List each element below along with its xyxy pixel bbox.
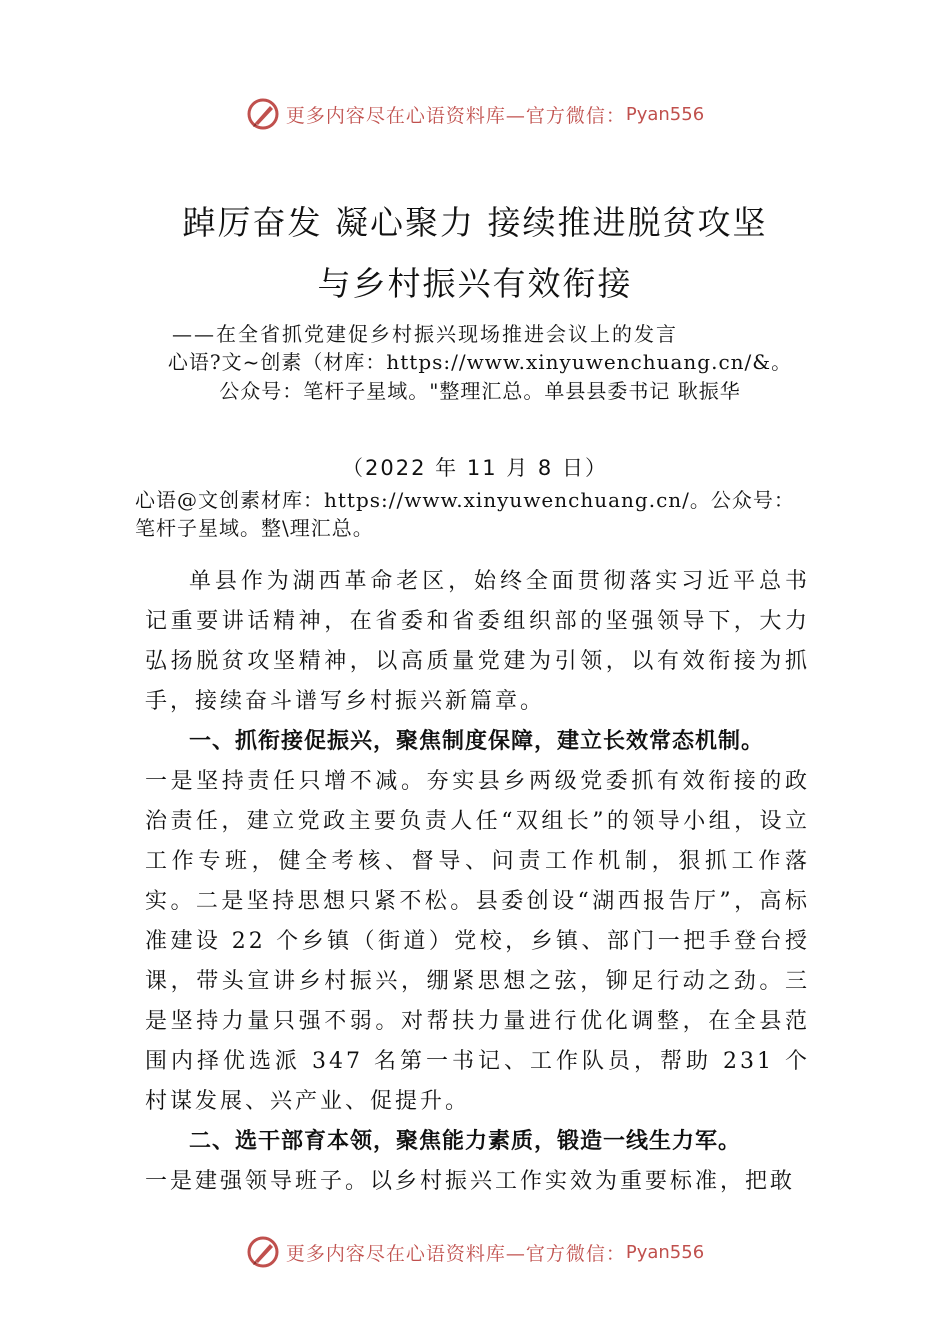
footer-watermark-banner (0, 1232, 950, 1272)
banner-wechat-id: Pyan556 (625, 1241, 705, 1263)
section-heading-2: 二、选干部育本领，聚焦能力素质，锻造一线生力军。 (189, 1129, 742, 1154)
body-paragraph: 单县作为湖西革命老区，始终全面贯彻落实习近平总书记重要讲话精神，在省委和省委组织部的坚强领导下，大力弘扬脱贫攻坚精神，以高质量党建为引领，以有效衔接为抓手，接续奋斗谱写乡村振兴新篇章。 (145, 569, 810, 714)
document-body (145, 562, 810, 1202)
banner-wechat-id: Pyan556 (625, 103, 705, 125)
document-title-line1: 踔厉奋发 凝心聚力 接续推进脱贫攻坚 (182, 203, 768, 242)
body-paragraph: 一是建强领导班子。以乡村振兴工作实效为重要标准，把敢 (145, 1169, 796, 1194)
source-note-2: 心语@文创素材库：https://www.xinyuwenchuang.cn/。公众号：笔杆子星域。整\理汇总。 (135, 488, 795, 540)
body-paragraph: 一是坚持责任只增不减。夯实县乡两级党委抓有效衔接的政治责任，建立党政主要负责人任“双组长”的领导小组，设立工作专班，健全考核、督导、问责工作机制，狠抓工作落实。二是坚持思想只紧不松。县委创设“湖西报告厅”，高标准建设 22 个乡镇（街道）党校，乡镇、部门一把手登台授课，带头宣讲乡村振兴，绷紧思想之弦，铆足行动之劲。三是坚持力量只强不弱。对帮扶力量进行优化调整，在全县范围内择优选派 347 名第一书记、工作队员，帮助 231 个村谋发展、兴产业、促提升。 (145, 769, 810, 1114)
quill-logo-icon (246, 1235, 280, 1269)
quill-logo-icon (246, 97, 280, 131)
document-title-line2: 与乡村振兴有效衔接 (317, 264, 633, 303)
header-watermark-banner (0, 94, 950, 134)
document-date: （2022 年 11 月 8 日） (342, 456, 608, 480)
source-note: 心语?文~创素（材库：https://www.xinyuwenchuang.cn/&。公众号：笔杆子星域。"整理汇总。单县县委书记 耿振华 (167, 350, 793, 403)
banner-text: 更多内容尽在心语资料库—官方微信： (285, 104, 626, 127)
document-subtitle: ——在全省抓党建促乡村振兴现场推进会议上的发言 (172, 322, 678, 346)
section-heading-1: 一、抓衔接促振兴，聚焦制度保障，建立长效常态机制。 (189, 729, 765, 754)
banner-text: 更多内容尽在心语资料库—官方微信： (285, 1242, 626, 1265)
